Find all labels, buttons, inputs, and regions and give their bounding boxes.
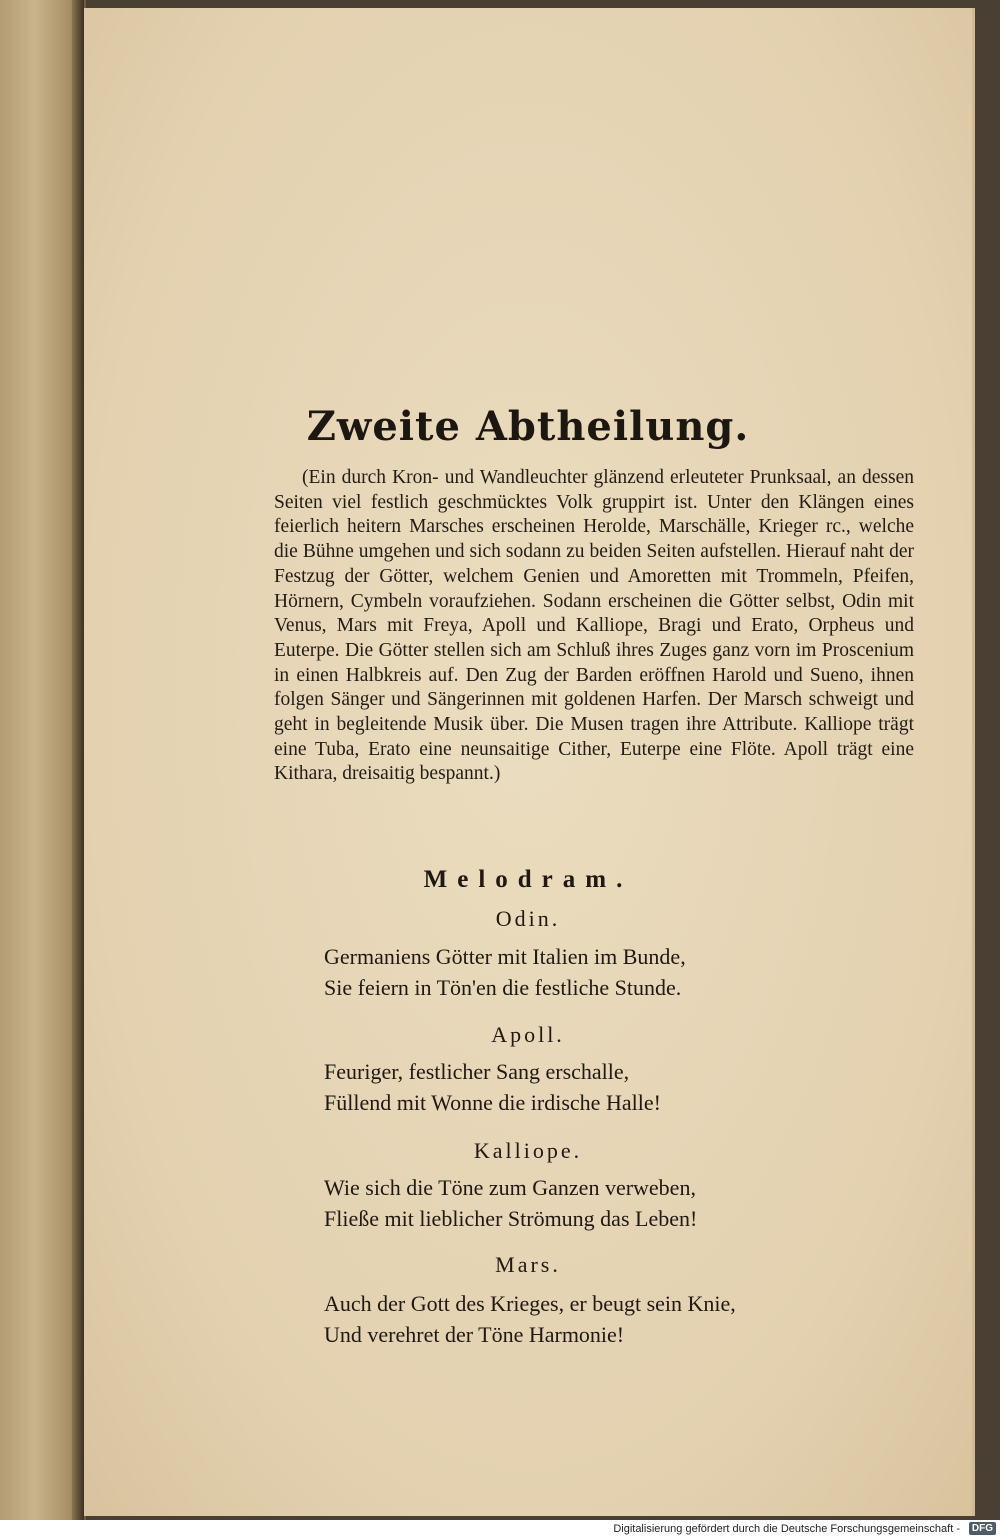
speaker-name: Apoll.	[491, 1022, 565, 1047]
verse-line: Sie feiern in Tön'en die festliche Stunde.	[324, 975, 682, 1000]
digitization-footer	[0, 1520, 1000, 1536]
speaker-name: Odin.	[495, 906, 561, 931]
page-heading: Zweite Abtheilung.	[306, 403, 750, 450]
verse-block	[324, 1056, 884, 1118]
verse-line: Wie sich die Töne zum Ganzen verweben,	[324, 1175, 696, 1200]
verse-block	[324, 1172, 884, 1234]
dfg-logo-icon: DFG	[969, 1522, 996, 1535]
verse-line: Auch der Gott des Krieges, er beugt sein Knie,	[324, 1291, 736, 1316]
stage-direction: (Ein durch Kron- und Wandleuchter glänzend erleuteter Prunksaal, an dessen Seiten viel festlich geschmücktes Volk gruppirt ist. Unter den Klängen eines feierlich heitern Marsches erscheinen Herolde, Marschälle, Krieger rc., welche die Bühne umgehen und sich sodann zu beiden Seiten aufstellen. Hierauf naht der Festzug der Götter, welchem Genien und Amoretten mit Trommeln, Pfeifen, Hörnern, Cymbeln voraufziehen. Sodann erscheinen die Götter selbst, Odin mit Venus, Mars mit Freya, Apoll und Kalliope, Bragi und Erato, Orpheus und Euterpe. Die Götter stellen sich am Schluß ihres Zuges ganz vorn im Proscenium in einen Halbkreis auf. Den Zug der Barden eröffnen Harold und Sueno, ihnen folgen Sänger und Sängerinnen mit goldenen Harfen. Der Marsch schweigt und geht in begleitende Musik über. Die Musen tragen ihre Attribute. Kalliope trägt eine Tuba, Erato eine neunsaitige Cither, Euterpe eine Flöte. Apoll trägt eine Kithara, dreisaitig bespannt.)	[274, 467, 914, 785]
verse-line: Feuriger, festlicher Sang erschalle,	[324, 1059, 630, 1084]
funding-credit: Digitalisierung gefördert durch die Deutsche Forschungsgemeinschaft -	[613, 1523, 960, 1535]
verse-line: Germaniens Götter mit Italien im Bunde,	[324, 944, 686, 969]
book-page	[84, 8, 975, 1516]
verse-block	[324, 941, 884, 1003]
speaker-name: Mars.	[495, 1252, 561, 1277]
book-gutter	[72, 0, 84, 1520]
verse-line: Fließe mit lieblicher Strömung das Leben!	[324, 1206, 698, 1231]
speaker-name: Kalliope.	[473, 1138, 583, 1163]
verse-block	[324, 1288, 884, 1350]
verse-line: Füllend mit Wonne die irdische Halle!	[324, 1090, 661, 1115]
verse-line: Und verehret der Töne Harmonie!	[324, 1322, 625, 1347]
section-title: Melodram.	[423, 866, 633, 893]
